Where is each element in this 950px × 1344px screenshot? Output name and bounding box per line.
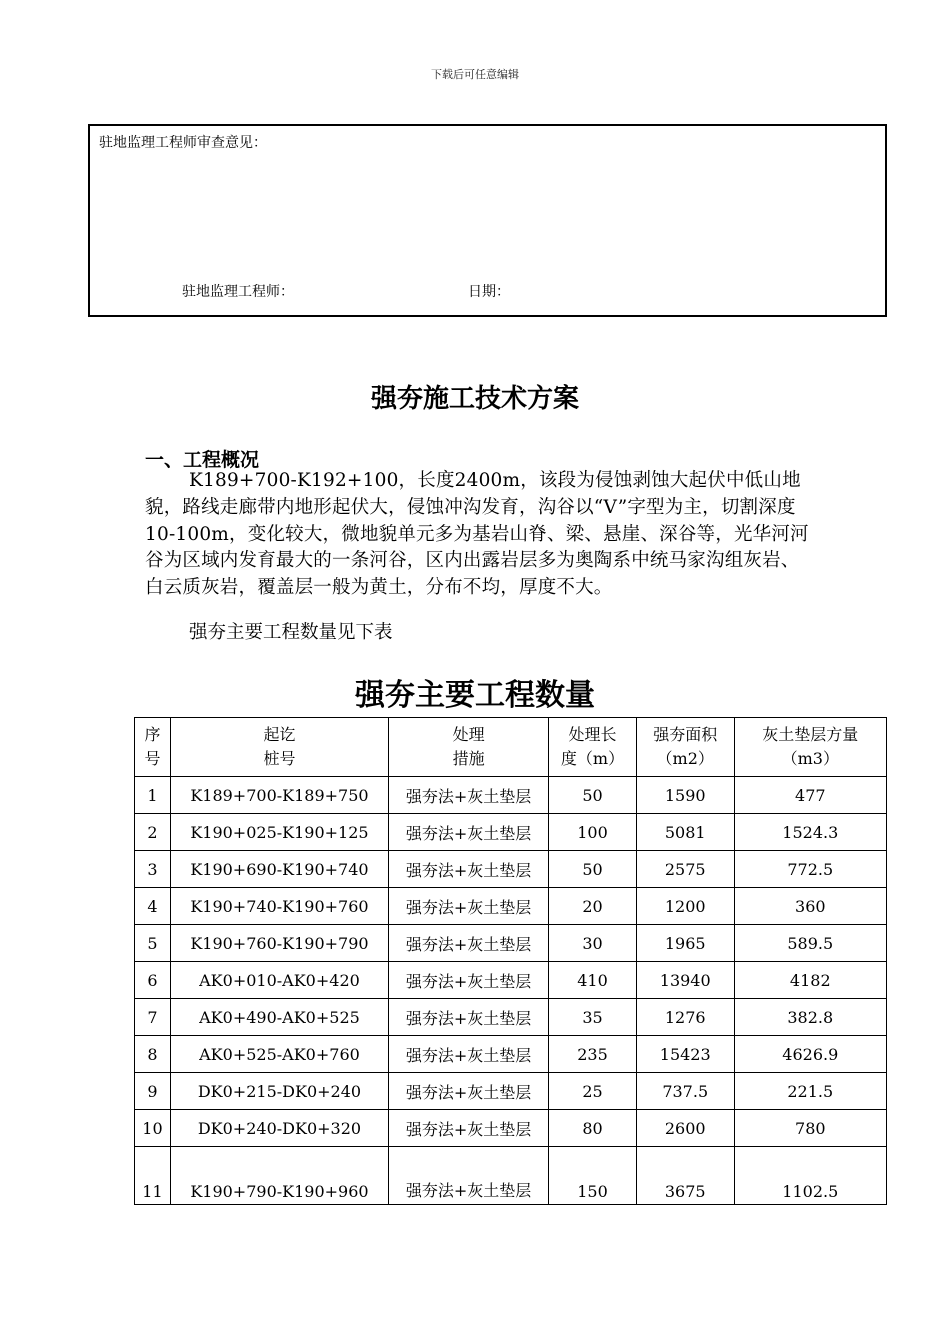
cell-station: K190+790-K190+960: [170, 1147, 388, 1205]
cell-station: AK0+490-AK0+525: [170, 999, 388, 1036]
cell-area: 1590: [636, 777, 734, 814]
cell-volume: 477: [734, 777, 886, 814]
signature-label: 驻地监理工程师：: [182, 284, 294, 300]
date-label: 日期：: [468, 284, 510, 300]
header-cell: 起讫 桩号: [170, 718, 388, 777]
cell-method: 强夯法+灰土垫层: [389, 888, 549, 925]
header-cell: 灰土垫层方量 （m3）: [734, 718, 886, 777]
cell-seq: 2: [135, 814, 171, 851]
cell-station: DK0+215-DK0+240: [170, 1073, 388, 1110]
cell-seq: 9: [135, 1073, 171, 1110]
cell-seq: 3: [135, 851, 171, 888]
cell-seq: 8: [135, 1036, 171, 1073]
cell-station: AK0+010-AK0+420: [170, 962, 388, 999]
table-row: [135, 777, 887, 814]
cell-area: 15423: [636, 1036, 734, 1073]
cell-station: AK0+525-AK0+760: [170, 1036, 388, 1073]
cell-seq: 6: [135, 962, 171, 999]
table-row: [135, 888, 887, 925]
cell-area: 13940: [636, 962, 734, 999]
cell-length: 235: [549, 1036, 637, 1073]
header-cell: 处理长 度（m）: [549, 718, 637, 777]
table-row: [135, 925, 887, 962]
cell-volume: 221.5: [734, 1073, 886, 1110]
cell-area: 3675: [636, 1147, 734, 1205]
cell-method: 强夯法+灰土垫层: [389, 1110, 549, 1147]
cell-volume: 589.5: [734, 925, 886, 962]
header-cell: 处理 措施: [389, 718, 549, 777]
cell-seq: 4: [135, 888, 171, 925]
cell-length: 150: [549, 1147, 637, 1205]
table-row: [135, 999, 887, 1036]
header-cell: 强夯面积 （m2）: [636, 718, 734, 777]
cell-method: 强夯法+灰土垫层: [389, 1036, 549, 1073]
cell-area: 1200: [636, 888, 734, 925]
cell-volume: 360: [734, 888, 886, 925]
cell-method: 强夯法+灰土垫层: [389, 1147, 549, 1205]
table-row: [135, 962, 887, 999]
cell-seq: 5: [135, 925, 171, 962]
cell-method: 强夯法+灰土垫层: [389, 851, 549, 888]
cell-length: 50: [549, 851, 637, 888]
cell-station: K190+740-K190+760: [170, 888, 388, 925]
cell-volume: 4182: [734, 962, 886, 999]
cell-method: 强夯法+灰土垫层: [389, 962, 549, 999]
cell-volume: 780: [734, 1110, 886, 1147]
section-heading: 一、工程概况: [145, 449, 260, 471]
cell-length: 30: [549, 925, 637, 962]
cell-station: K190+025-K190+125: [170, 814, 388, 851]
cell-area: 737.5: [636, 1073, 734, 1110]
cell-method: 强夯法+灰土垫层: [389, 1073, 549, 1110]
cell-method: 强夯法+灰土垫层: [389, 925, 549, 962]
table-row: [135, 1036, 887, 1073]
cell-station: DK0+240-DK0+320: [170, 1110, 388, 1147]
cell-method: 强夯法+灰土垫层: [389, 777, 549, 814]
cell-area: 2575: [636, 851, 734, 888]
table-row: [135, 851, 887, 888]
cell-area: 5081: [636, 814, 734, 851]
cell-seq: 11: [135, 1147, 171, 1205]
table-header-row: [135, 718, 887, 777]
cell-station: K190+760-K190+790: [170, 925, 388, 962]
cell-volume: 4626.9: [734, 1036, 886, 1073]
cell-length: 25: [549, 1073, 637, 1110]
cell-seq: 1: [135, 777, 171, 814]
quantity-table: [134, 717, 887, 1205]
cell-seq: 7: [135, 999, 171, 1036]
cell-station: K189+700-K189+750: [170, 777, 388, 814]
cell-volume: 1524.3: [734, 814, 886, 851]
cell-length: 20: [549, 888, 637, 925]
cell-length: 35: [549, 999, 637, 1036]
table-title: 强夯主要工程数量: [355, 678, 595, 713]
cell-area: 2600: [636, 1110, 734, 1147]
table-row: [135, 1073, 887, 1110]
cell-method: 强夯法+灰土垫层: [389, 814, 549, 851]
table-intro-paragraph: 强夯主要工程数量见下表: [189, 622, 393, 643]
overview-paragraph: K189+700-K192+100，长度2400m，该段为侵蚀剥蚀大起伏中低山地貌，路线走廊带内地形起伏大，侵蚀冲沟发育，沟谷以“V”字型为主，切割深度10-100m，变化较大，微地貌单元多为基岩山脊、梁、悬崖、深谷等，光华河河谷为区域内发育最大的一条河谷，区内出露岩层多为奥陶系中统马家沟组灰岩、白云质灰岩，覆盖层一般为黄土，分布不均，厚度不大。: [145, 470, 809, 599]
table-row: [135, 1147, 887, 1205]
cell-seq: 10: [135, 1110, 171, 1147]
cell-volume: 382.8: [734, 999, 886, 1036]
header-note: 下载后可任意编辑: [431, 68, 519, 81]
cell-length: 80: [549, 1110, 637, 1147]
cell-volume: 772.5: [734, 851, 886, 888]
cell-volume: 1102.5: [734, 1147, 886, 1205]
review-label: 驻地监理工程师审查意见：: [99, 135, 267, 151]
document-title: 强夯施工技术方案: [370, 384, 579, 414]
table-row: [135, 814, 887, 851]
cell-length: 100: [549, 814, 637, 851]
cell-station: K190+690-K190+740: [170, 851, 388, 888]
cell-area: 1276: [636, 999, 734, 1036]
cell-method: 强夯法+灰土垫层: [389, 999, 549, 1036]
supervisor-review-box: [88, 124, 887, 317]
cell-area: 1965: [636, 925, 734, 962]
cell-length: 410: [549, 962, 637, 999]
table-row: [135, 1110, 887, 1147]
cell-length: 50: [549, 777, 637, 814]
header-cell: 序 号: [135, 718, 171, 777]
